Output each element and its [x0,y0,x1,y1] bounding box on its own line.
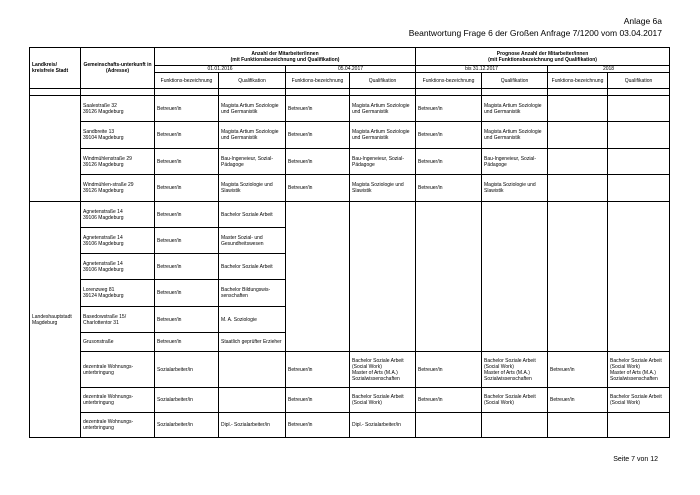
qualification-cell: Bachelor Soziale Arbeit [219,254,286,280]
header-func-4: Funktions-bezeichnung [548,73,608,89]
district-cell-blank [30,96,81,202]
table-row [30,96,670,122]
address-cell: Agnetenstraße 14 39106 Magdeburg [81,228,155,254]
qualification-cell: Master Sozial- und Gesundheitswesen [219,228,286,254]
empty-merged-cell [350,202,416,352]
empty-merged-cell [416,202,482,352]
function-cell [416,413,482,438]
function-cell: Betreuer/in [548,388,608,413]
address-cell: Agnetenstraße 14 39106 Magdeburg [81,254,155,280]
function-cell: Betreuer/in [155,228,219,254]
staff-table [29,47,670,438]
qualification-cell [482,413,548,438]
qualification-cell: Bachelor Soziale Arbeit (Social Work) Master of Arts (M.A.) Sozialwissenschaften [482,352,548,388]
address-cell: Basedowstraße 15/ Charlottentor 31 [81,307,155,333]
address-cell: Saalestraße 32 39126 Magdeburg [81,96,155,122]
table-row [30,352,670,388]
function-cell [548,149,608,175]
function-cell: Betreuer/in [155,96,219,122]
qualification-cell [219,352,286,388]
function-cell: Betreuer/in [286,149,350,175]
spacer-cell [30,89,81,96]
spacer-cell [219,89,286,96]
qualification-cell: Bachelor Soziale Arbeit (Social Work) Master of Arts (M.A.) Sozialwissenschaften [350,352,416,388]
function-cell: Betreuer/in [286,413,350,438]
qualification-cell [219,388,286,413]
header-date-3: bis 31.12.2017 [416,66,548,73]
page-number: Seite 7 von 12 [613,456,658,463]
qualification-cell: Magista Artium Soziologie und Germanistik [350,96,416,122]
function-cell [548,122,608,149]
qualification-cell: Magista Soziologie und Slawistik [350,175,416,202]
address-cell: dezentrale Wohnungs-unterbringung [81,413,155,438]
header-qual-3: Qualifikation [482,73,548,89]
spacer-cell [81,89,155,96]
header-current-group [155,48,416,66]
function-cell [548,175,608,202]
qualification-cell: Magista Soziologie und Slawistik [219,175,286,202]
spacer-cell [608,89,670,96]
header-date-2: 05.04.2017 [286,66,416,73]
spacer-cell [155,89,219,96]
function-cell: Betreuer/in [155,175,219,202]
spacer-cell [548,89,608,96]
header-district: Landkreis/ kreisfreie Stadt [30,48,81,89]
header-qual-2: Qualifikation [350,73,416,89]
qualification-cell: Bachelor Soziale Arbeit (Social Work) [608,388,670,413]
spacer-cell [416,89,482,96]
qualification-cell [608,122,670,149]
function-cell: Betreuer/in [155,307,219,333]
qualification-cell [608,175,670,202]
qualification-cell: Dipl.- Sozialarbeiter/in [350,413,416,438]
qualification-cell [608,96,670,122]
function-cell: Betreuer/in [155,254,219,280]
address-cell: Agnetenstraße 14 39106 Magdeburg [81,202,155,228]
qualification-cell: Magista Artium Soziologie und Germanistik [482,122,548,149]
empty-merged-cell [608,202,670,352]
header-facility: Gemeinschafts-unterkunft in (Adresse) [81,48,155,89]
qualification-cell [608,149,670,175]
header-qual-4: Qualifikation [608,73,670,89]
qualification-cell: Magista Soziologie und Slawistik [482,175,548,202]
spacer-cell [482,89,548,96]
address-cell: Windmühlen-straße 29 39126 Magdeburg [81,175,155,202]
address-cell: dezentrale Wohnungs-unterbringung [81,388,155,413]
qualification-cell: Dipl.- Sozialarbeiter/in [219,413,286,438]
function-cell: Betreuer/in [548,352,608,388]
qualification-cell: Bachelor Soziale Arbeit (Social Work) [350,388,416,413]
function-cell: Betreuer/in [155,149,219,175]
empty-merged-cell [548,202,608,352]
function-cell [548,413,608,438]
qualification-cell: M. A. Soziologie [219,307,286,333]
header-forecast-title: Prognose Anzahl der Mitarbeiter/innen [496,50,589,57]
function-cell: Betreuer/in [416,388,482,413]
function-cell: Betreuer/in [155,333,219,352]
header-forecast-group [416,48,670,66]
table-row [30,149,670,175]
annex-label: Anlage 6a [623,16,662,26]
qualification-cell: Bau-Ingeneieur, Sozial-Pädagoge [350,149,416,175]
address-cell: Sandbreite 13 39104 Magdeburg [81,122,155,149]
spacer-cell [350,89,416,96]
function-cell: Betreuer/in [416,122,482,149]
function-cell: Sozialarbeiter/in [155,413,219,438]
function-cell: Betreuer/in [155,202,219,228]
qualification-cell: Bau-Ingeneieur, Sozial-Pädagoge [219,149,286,175]
function-cell: Betreuer/in [416,352,482,388]
function-cell: Betreuer/in [416,96,482,122]
header-func-3: Funktions-bezeichnung [416,73,482,89]
header-func-2: Funktions-bezeichnung [286,73,350,89]
qualification-cell: Magista Artium Soziologie und Germanistik [219,122,286,149]
empty-merged-cell [286,202,350,352]
qualification-cell [608,413,670,438]
function-cell: Betreuer/in [155,280,219,307]
qualification-cell: Bachelor Bildungswis-senschaften [219,280,286,307]
address-cell: Windmühlenstraße 29 39126 Magdeburg [81,149,155,175]
function-cell [548,96,608,122]
header-qual-1: Qualifikation [219,73,286,89]
function-cell: Betreuer/in [286,388,350,413]
function-cell: Betreuer/in [286,122,350,149]
district-cell: Landeshauptstadt Magdeburg [30,202,81,438]
function-cell: Betreuer/in [155,122,219,149]
address-cell: dezentrale Wohnungs-unterbringung [81,352,155,388]
function-cell: Betreuer/in [286,352,350,388]
function-cell: Betreuer/in [286,96,350,122]
table-row [30,413,670,438]
function-cell: Betreuer/in [416,149,482,175]
qualification-cell: Bachelor Soziale Arbeit (Social Work) [482,388,548,413]
qualification-cell: Bachelor Soziale Arbeit (Social Work) Master of Arts (M.A.) Sozialwissenschaften [608,352,670,388]
address-cell: Lorenzweg 81 39124 Magdeburg [81,280,155,307]
page-heading: Beantwortung Frage 6 der Großen Anfrage 7/1200 vom 03.04.2017 [408,28,662,38]
header-date-1: 01.01.2016 [155,66,286,73]
empty-merged-cell [482,202,548,352]
spacer-cell [286,89,350,96]
table-row [30,175,670,202]
header-date-4: 2018 [548,66,670,73]
qualification-cell: Magista Artium Soziologie und Germanistik [219,96,286,122]
qualification-cell: Bau-Ingeneieur, Sozial-Pädagoge [482,149,548,175]
function-cell: Sozialarbeiter/in [155,388,219,413]
qualification-cell: Staatlich geprüfter Erzieher [219,333,286,352]
function-cell: Betreuer/in [286,175,350,202]
header-current-title: Anzahl der Mitarbeiter/innen [251,50,319,57]
qualification-cell: Magista Artium Soziologie und Germanistik [350,122,416,149]
qualification-cell: Magista Artium Soziologie und Germanistik [482,96,548,122]
header-func-1: Funktions-bezeichnung [155,73,219,89]
qualification-cell: Bachelor Soziale Arbeit [219,202,286,228]
function-cell: Betreuer/in [416,175,482,202]
address-cell: Grusonstraße [81,333,155,352]
function-cell: Sozialarbeiter/in [155,352,219,388]
table-row [30,122,670,149]
table-row [30,388,670,413]
header-forecast-subtitle: (mit Funktionsbezeichnung und Qualifikation) [488,56,597,63]
header-current-subtitle: (mit Funktionsbezeichnung und Qualifikation) [230,56,340,63]
table-row [30,202,670,228]
